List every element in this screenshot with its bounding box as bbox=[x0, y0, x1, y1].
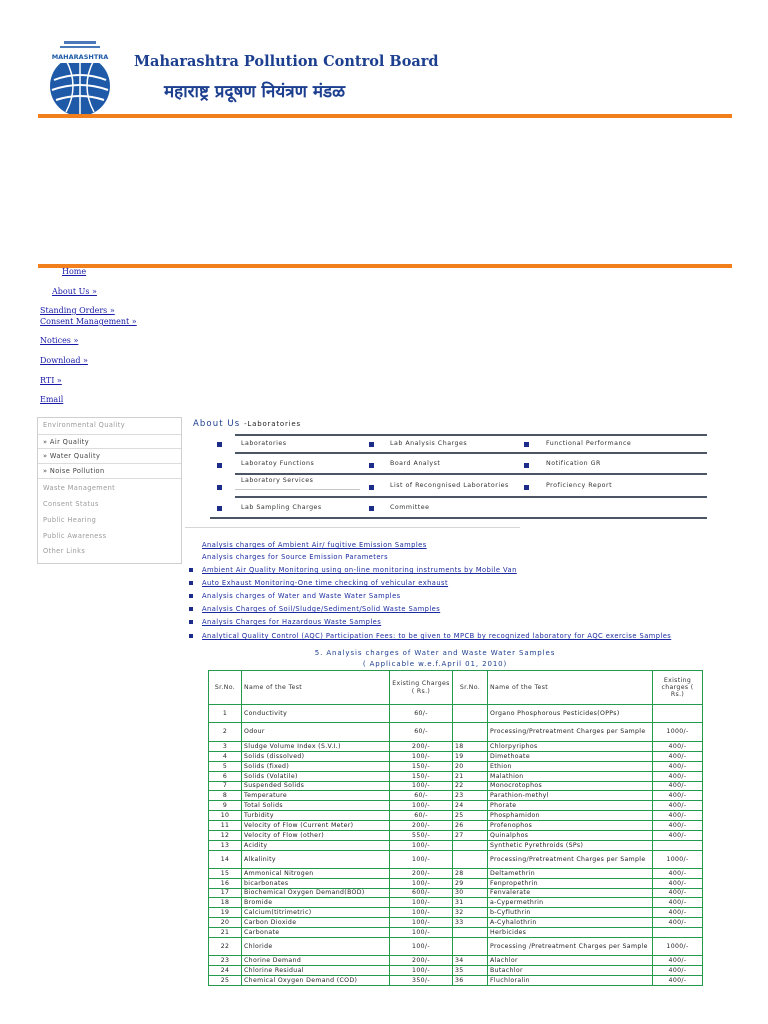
table-cell: 400/- bbox=[653, 742, 703, 752]
table-cell: Acidity bbox=[242, 840, 390, 850]
table-cell: 400/- bbox=[653, 975, 703, 985]
table-row bbox=[209, 975, 703, 985]
side-menu-public-awareness[interactable]: Public Awareness bbox=[43, 532, 107, 540]
charges-table bbox=[208, 670, 703, 986]
table-subtitle: ( Applicable w.e.f.April 01, 2010) bbox=[362, 660, 508, 668]
table-cell: Biochemical Oxygen Demand(BOD) bbox=[242, 888, 390, 898]
table-cell: Conductivity bbox=[242, 705, 390, 723]
table-cell: 550/- bbox=[390, 831, 453, 841]
table-cell: 100/- bbox=[390, 840, 453, 850]
table-cell: 34 bbox=[453, 956, 488, 966]
table-cell: 60/- bbox=[390, 723, 453, 742]
table-cell: 200/- bbox=[390, 821, 453, 831]
table-row bbox=[209, 801, 703, 811]
table-row bbox=[209, 751, 703, 761]
table-cell: 18 bbox=[453, 742, 488, 752]
table-cell: 400/- bbox=[653, 918, 703, 928]
table-cell: 200/- bbox=[390, 956, 453, 966]
tab-laboratory-functions[interactable]: Laboratoy Functions bbox=[241, 460, 315, 467]
table-row bbox=[209, 821, 703, 831]
table-cell bbox=[653, 840, 703, 850]
tab-rule-bottom bbox=[210, 517, 707, 519]
nav-consent-management-link[interactable]: Consent Management » bbox=[40, 317, 137, 326]
link-ambient-air-charges[interactable]: Analysis charges of Ambient Air/ fugitive Emission Samples bbox=[202, 541, 427, 549]
tab-bullet-icon bbox=[369, 442, 374, 447]
link-water-analysis-charges[interactable]: Analysis charges of Water and Waste Water Samples bbox=[202, 592, 401, 600]
table-cell: 400/- bbox=[653, 965, 703, 975]
table-cell: 400/- bbox=[653, 898, 703, 908]
table-cell: 28 bbox=[453, 868, 488, 878]
table-cell: 31 bbox=[453, 898, 488, 908]
table-cell: Profenophos bbox=[488, 821, 653, 831]
table-cell: 400/- bbox=[653, 831, 703, 841]
side-menu-public-hearing[interactable]: Public Hearing bbox=[43, 516, 97, 524]
table-row bbox=[209, 831, 703, 841]
table-cell: 15 bbox=[209, 868, 242, 878]
table-cell: 2 bbox=[209, 723, 242, 742]
table-cell: 1000/- bbox=[653, 850, 703, 868]
table-cell: 6 bbox=[209, 771, 242, 781]
table-cell: 26 bbox=[453, 821, 488, 831]
nav-email-link[interactable]: Email bbox=[40, 395, 64, 404]
table-cell: Butachlor bbox=[488, 965, 653, 975]
table-cell: 100/- bbox=[390, 908, 453, 918]
table-cell: Ethion bbox=[488, 761, 653, 771]
table-cell: 17 bbox=[209, 888, 242, 898]
table-cell: 36 bbox=[453, 975, 488, 985]
side-menu-environmental-quality[interactable]: Environmental Quality bbox=[43, 421, 126, 429]
table-cell: Alkalinity bbox=[242, 850, 390, 868]
table-cell: 24 bbox=[453, 801, 488, 811]
table-cell: 400/- bbox=[653, 761, 703, 771]
side-menu-waste-management[interactable]: Waste Management bbox=[43, 484, 116, 492]
table-row bbox=[209, 888, 703, 898]
table-cell: 22 bbox=[453, 781, 488, 791]
table-cell: Sludge Volume Index (S.V.I.) bbox=[242, 742, 390, 752]
table-cell: 400/- bbox=[653, 771, 703, 781]
table-cell bbox=[453, 850, 488, 868]
table-cell: 9 bbox=[209, 801, 242, 811]
table-cell: 19 bbox=[453, 751, 488, 761]
table-cell: 23 bbox=[453, 791, 488, 801]
table-cell: 32 bbox=[453, 908, 488, 918]
table-row bbox=[209, 742, 703, 752]
table-row bbox=[209, 771, 703, 781]
table-cell: 400/- bbox=[653, 956, 703, 966]
table-cell: Deltamethrin bbox=[488, 868, 653, 878]
table-cell: Carbon Dioxide bbox=[242, 918, 390, 928]
tab-proficiency-report[interactable]: Proficiency Report bbox=[546, 482, 613, 489]
table-cell: Chlorpyriphos bbox=[488, 742, 653, 752]
tab-bullet-icon bbox=[524, 463, 529, 468]
table-cell: Parathion-methyl bbox=[488, 791, 653, 801]
tab-bullet-icon bbox=[369, 463, 374, 468]
table-row bbox=[209, 928, 703, 938]
table-cell: 100/- bbox=[390, 918, 453, 928]
table-cell: 100/- bbox=[390, 850, 453, 868]
table-cell: 25 bbox=[209, 975, 242, 985]
table-cell: Processing/Pretreatment Charges per Sample bbox=[488, 850, 653, 868]
header-sr-no-2: Sr.No. bbox=[453, 671, 488, 705]
link-hazardous-waste-charges[interactable]: Analysis Charges for Hazardous Waste Samples bbox=[202, 618, 382, 626]
table-cell: 22 bbox=[209, 938, 242, 956]
side-menu bbox=[37, 417, 182, 564]
table-cell: 600/- bbox=[390, 888, 453, 898]
bullet-icon bbox=[189, 607, 193, 611]
bullet-icon bbox=[189, 581, 193, 585]
table-title-block bbox=[200, 648, 670, 670]
table-cell: 11 bbox=[209, 821, 242, 831]
table-cell: 19 bbox=[209, 908, 242, 918]
table-cell: 4 bbox=[209, 751, 242, 761]
tab-divider bbox=[235, 489, 360, 490]
side-menu-consent-status[interactable]: Consent Status bbox=[43, 500, 99, 508]
link-aqc-participation-fees[interactable]: Analytical Quality Control (AQC) Participation Fees: to be given to MPCB by recognized laboratory for AQC exercise Samples bbox=[202, 632, 672, 640]
table-cell: Chemical Oxygen Demand (COD) bbox=[242, 975, 390, 985]
table-cell: Dimethoate bbox=[488, 751, 653, 761]
header-test-name: Name of the Test bbox=[242, 671, 390, 705]
header-divider bbox=[38, 114, 732, 118]
org-name-english: Maharashtra Pollution Control Board bbox=[134, 53, 439, 70]
table-cell: Phorate bbox=[488, 801, 653, 811]
nav-home-link[interactable]: Home bbox=[62, 267, 87, 276]
link-soil-analysis-charges[interactable]: Analysis Charges of Soil/Sludge/Sediment/Solid Waste Samples bbox=[202, 605, 441, 613]
table-cell: 24 bbox=[209, 965, 242, 975]
table-row bbox=[209, 918, 703, 928]
org-name-marathi: महाराष्ट्र प्रदूषण नियंत्रण मंडळ bbox=[164, 82, 346, 102]
table-cell: Fluchloralin bbox=[488, 975, 653, 985]
table-cell bbox=[453, 705, 488, 723]
table-cell: 60/- bbox=[390, 791, 453, 801]
table-row bbox=[209, 705, 703, 723]
table-cell: 16 bbox=[209, 878, 242, 888]
table-cell: 150/- bbox=[390, 771, 453, 781]
section-subtitle: -Laboratories bbox=[244, 420, 301, 428]
table-cell: Fenpropethrin bbox=[488, 878, 653, 888]
header-test-name-2: Name of the Test bbox=[488, 671, 653, 705]
table-cell: bicarbonates bbox=[242, 878, 390, 888]
table-cell: 100/- bbox=[390, 928, 453, 938]
table-cell: 350/- bbox=[390, 975, 453, 985]
links-divider bbox=[185, 527, 520, 528]
table-row bbox=[209, 811, 703, 821]
tab-rule-row4 bbox=[235, 496, 707, 498]
table-cell: 20 bbox=[453, 761, 488, 771]
tab-bullet-icon bbox=[217, 442, 222, 447]
table-cell: 20 bbox=[209, 918, 242, 928]
header-sr-no: Sr.No. bbox=[209, 671, 242, 705]
table-cell: 400/- bbox=[653, 751, 703, 761]
table-cell: 1000/- bbox=[653, 723, 703, 742]
table-cell: 27 bbox=[453, 831, 488, 841]
tab-bullet-icon bbox=[217, 506, 222, 511]
bullet-icon bbox=[189, 594, 193, 598]
tab-rule-top bbox=[235, 434, 707, 436]
table-cell: Monocrotophos bbox=[488, 781, 653, 791]
table-cell: 5 bbox=[209, 761, 242, 771]
tab-lab-analysis-charges[interactable]: Lab Analysis Charges bbox=[390, 440, 468, 447]
tab-bullet-icon bbox=[369, 485, 374, 490]
table-cell: 33 bbox=[453, 918, 488, 928]
table-cell: 100/- bbox=[390, 965, 453, 975]
link-auto-exhaust-monitoring[interactable]: Auto Exhaust Monitoring-One time checking of vehicular exhaust bbox=[202, 579, 449, 587]
table-title: 5. Analysis charges of Water and Waste Water Samples bbox=[314, 649, 556, 657]
tab-rule-row3 bbox=[235, 473, 707, 475]
table-cell: 30 bbox=[453, 888, 488, 898]
table-row bbox=[209, 791, 703, 801]
table-cell: 1000/- bbox=[653, 938, 703, 956]
bullet-icon bbox=[189, 568, 193, 572]
tab-recognised-laboratories[interactable]: List of Recongnised Laboratories bbox=[390, 482, 509, 489]
table-cell: Processing /Pretreatment Charges per Sample bbox=[488, 938, 653, 956]
table-cell: 400/- bbox=[653, 888, 703, 898]
table-cell: 23 bbox=[209, 956, 242, 966]
table-cell: 12 bbox=[209, 831, 242, 841]
table-cell: Solids (fixed) bbox=[242, 761, 390, 771]
table-cell: Phosphamidon bbox=[488, 811, 653, 821]
nav-notices-link[interactable]: Notices » bbox=[40, 336, 79, 345]
table-cell: 400/- bbox=[653, 811, 703, 821]
table-cell bbox=[453, 840, 488, 850]
tab-bullet-icon bbox=[217, 463, 222, 468]
tab-bullet-icon bbox=[524, 485, 529, 490]
table-cell: 60/- bbox=[390, 705, 453, 723]
table-cell: 100/- bbox=[390, 781, 453, 791]
table-cell: 100/- bbox=[390, 938, 453, 956]
table-cell: 1 bbox=[209, 705, 242, 723]
table-cell: Velocity of Flow (other) bbox=[242, 831, 390, 841]
table-cell: Calcium(titrimetric) bbox=[242, 908, 390, 918]
table-cell: 400/- bbox=[653, 801, 703, 811]
nav-rti-link[interactable]: RTI » bbox=[40, 376, 62, 385]
table-cell: 400/- bbox=[653, 878, 703, 888]
table-cell: 18 bbox=[209, 898, 242, 908]
table-cell: 29 bbox=[453, 878, 488, 888]
table-header-row bbox=[209, 671, 703, 705]
nav-download-link[interactable]: Download » bbox=[40, 356, 88, 365]
table-cell bbox=[453, 928, 488, 938]
table-row bbox=[209, 965, 703, 975]
table-cell bbox=[653, 705, 703, 723]
section-heading bbox=[193, 419, 301, 429]
table-cell: 100/- bbox=[390, 751, 453, 761]
table-cell: Chorine Demand bbox=[242, 956, 390, 966]
tab-rule-row2 bbox=[235, 452, 707, 454]
bullet-icon bbox=[189, 634, 193, 638]
table-row bbox=[209, 868, 703, 878]
table-row bbox=[209, 723, 703, 742]
table-cell: Suspended Solids bbox=[242, 781, 390, 791]
table-cell: Velocity of Flow (Current Meter) bbox=[242, 821, 390, 831]
table-row bbox=[209, 908, 703, 918]
table-cell: b-Cyfluthrin bbox=[488, 908, 653, 918]
table-cell: 60/- bbox=[390, 811, 453, 821]
table-row bbox=[209, 898, 703, 908]
table-cell: 400/- bbox=[653, 868, 703, 878]
table-cell: Synthetic Pyrethroids (SPs) bbox=[488, 840, 653, 850]
table-row bbox=[209, 956, 703, 966]
table-cell: Odour bbox=[242, 723, 390, 742]
table-cell: 21 bbox=[453, 771, 488, 781]
tab-bullet-icon bbox=[217, 485, 222, 490]
table-row bbox=[209, 850, 703, 868]
table-cell: 21 bbox=[209, 928, 242, 938]
link-mobile-van-monitoring[interactable]: Ambient Air Quality Monitoring using on-line monitoring instruments by Mobile Van bbox=[202, 566, 517, 574]
table-cell: Organo Phosphorous Pesticides(OPPs) bbox=[488, 705, 653, 723]
table-cell: 200/- bbox=[390, 742, 453, 752]
table-cell: 150/- bbox=[390, 761, 453, 771]
tab-notification-gr[interactable]: Notification GR bbox=[546, 460, 601, 467]
table-cell: Fenvalerate bbox=[488, 888, 653, 898]
logo-text: MAHARASHTRA bbox=[51, 53, 109, 61]
table-cell: A-Cyhalothrin bbox=[488, 918, 653, 928]
tab-laboratories[interactable]: Laboratories bbox=[241, 440, 287, 447]
table-cell: Chlorine Residual bbox=[242, 965, 390, 975]
table-cell: 3 bbox=[209, 742, 242, 752]
header-charges-2: Existing charges ( Rs.) bbox=[653, 671, 703, 705]
table-cell: 7 bbox=[209, 781, 242, 791]
side-menu-other-links[interactable]: Other Links bbox=[43, 547, 86, 555]
table-cell: 13 bbox=[209, 840, 242, 850]
table-cell: 100/- bbox=[390, 878, 453, 888]
tab-bullet-icon bbox=[369, 506, 374, 511]
table-cell: Malathion bbox=[488, 771, 653, 781]
table-row bbox=[209, 840, 703, 850]
table-cell: 25 bbox=[453, 811, 488, 821]
mpcb-logo bbox=[40, 40, 120, 118]
table-row bbox=[209, 878, 703, 888]
table-cell: 35 bbox=[453, 965, 488, 975]
table-cell: 400/- bbox=[653, 821, 703, 831]
table-cell: 10 bbox=[209, 811, 242, 821]
side-menu-noise-pollution[interactable]: » Noise Pollution bbox=[38, 464, 181, 479]
table-cell: 100/- bbox=[390, 898, 453, 908]
table-cell: 14 bbox=[209, 850, 242, 868]
table-cell: 200/- bbox=[390, 868, 453, 878]
nav-about-link[interactable]: About Us » bbox=[52, 287, 97, 296]
tab-lab-sampling-charges[interactable]: Lab Sampling Charges bbox=[241, 504, 322, 511]
section-title: About Us bbox=[193, 419, 241, 429]
table-cell bbox=[453, 938, 488, 956]
tab-board-analyst[interactable]: Board Analyst bbox=[390, 460, 441, 467]
table-cell: Turbidity bbox=[242, 811, 390, 821]
table-cell: Herbicides bbox=[488, 928, 653, 938]
table-cell: Solids (dissolved) bbox=[242, 751, 390, 761]
table-cell: Total Solids bbox=[242, 801, 390, 811]
table-cell bbox=[453, 723, 488, 742]
table-cell: 100/- bbox=[390, 801, 453, 811]
table-cell: 400/- bbox=[653, 791, 703, 801]
table-row bbox=[209, 781, 703, 791]
table-cell: Bromide bbox=[242, 898, 390, 908]
table-cell: Solids (Volatile) bbox=[242, 771, 390, 781]
header-charges: Existing Charges ( Rs.) bbox=[390, 671, 453, 705]
tab-committee[interactable]: Committee bbox=[390, 504, 430, 511]
tab-functional-performance[interactable]: Functional Performance bbox=[546, 440, 632, 447]
side-menu-air-quality[interactable]: » Air Quality bbox=[38, 434, 181, 449]
table-cell bbox=[653, 928, 703, 938]
link-source-emission-charges[interactable]: Analysis charges for Source Emission Parameters bbox=[202, 553, 389, 561]
bullet-icon bbox=[189, 620, 193, 624]
table-cell: Ammonical Nitrogen bbox=[242, 868, 390, 878]
table-cell: Carbonate bbox=[242, 928, 390, 938]
table-cell: 400/- bbox=[653, 908, 703, 918]
tab-laboratory-services[interactable]: Laboratory Services bbox=[241, 477, 314, 484]
table-cell: Processing/Pretreatment Charges per Sample bbox=[488, 723, 653, 742]
table-cell: a-Cypermethrin bbox=[488, 898, 653, 908]
table-cell: Quinalphos bbox=[488, 831, 653, 841]
nav-standing-orders-link[interactable]: Standing Orders » bbox=[40, 306, 115, 315]
table-row bbox=[209, 761, 703, 771]
table-cell: 8 bbox=[209, 791, 242, 801]
table-cell: Temperature bbox=[242, 791, 390, 801]
table-row bbox=[209, 938, 703, 956]
tab-bullet-icon bbox=[524, 442, 529, 447]
side-menu-water-quality[interactable]: » Water Quality bbox=[38, 449, 181, 464]
table-cell: Alachlor bbox=[488, 956, 653, 966]
nav-divider bbox=[38, 264, 732, 268]
table-cell: 400/- bbox=[653, 781, 703, 791]
table-cell: Chloride bbox=[242, 938, 390, 956]
